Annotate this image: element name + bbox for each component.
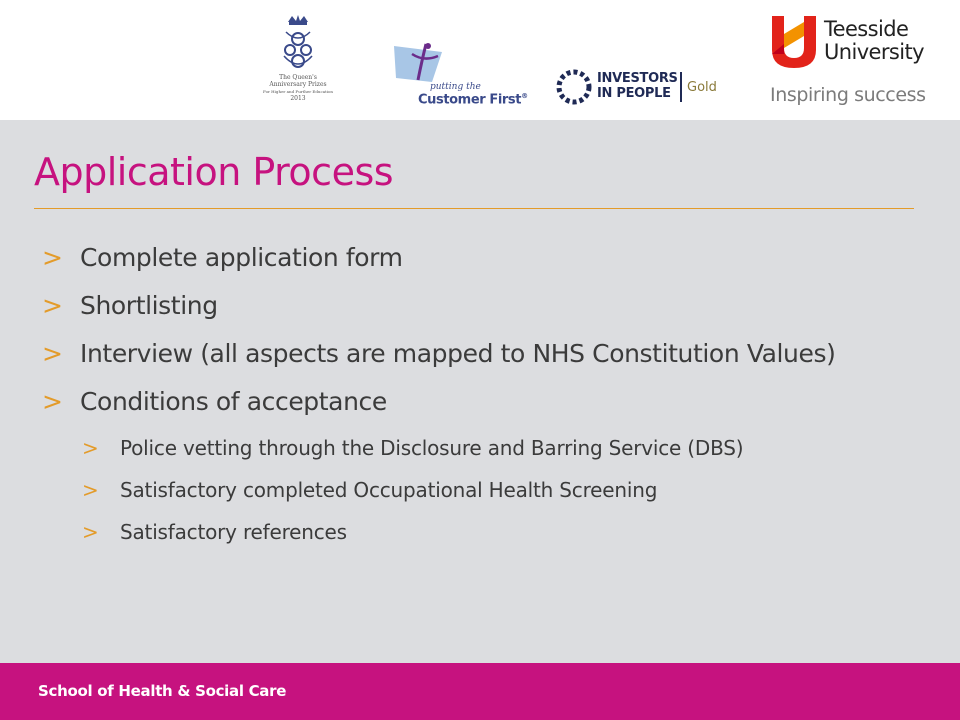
queens-anniversary-prize-logo <box>258 12 338 108</box>
bullet-arrow-icon: > <box>42 387 63 416</box>
teesside-name-line-2: University <box>824 40 924 64</box>
slide-title: Application Process <box>34 150 394 194</box>
investors-line-1: INVESTORS <box>597 71 678 86</box>
investors-level: Gold <box>687 80 717 95</box>
bullet-arrow-icon: > <box>82 478 99 502</box>
investors-line-2: IN PEOPLE <box>597 86 671 101</box>
bullet-text: Police vetting through the Disclosure and Barring Service (DBS) <box>120 436 744 460</box>
laurel-wreath-icon <box>555 68 593 106</box>
bullet-arrow-icon: > <box>42 339 63 368</box>
title-divider <box>34 208 914 209</box>
investors-in-people-logo <box>555 68 740 108</box>
registered-mark: ® <box>521 92 528 100</box>
queens-prize-line: 2013 <box>290 95 306 102</box>
footer-school-name: School of Health & Social Care <box>38 682 287 700</box>
investors-divider <box>680 72 682 102</box>
queens-prize-line: For Higher and Further Education <box>263 89 333 94</box>
crown-emblem-icon <box>258 12 338 74</box>
bullet-text: Satisfactory completed Occupational Health Screening <box>120 478 658 502</box>
footer-bar <box>0 663 960 720</box>
bullet-item <box>42 384 882 420</box>
bullet-item <box>42 336 882 372</box>
bullet-text: Shortlisting <box>80 291 218 320</box>
customer-first-logo <box>392 40 528 110</box>
bullet-list <box>42 240 882 560</box>
bullet-text: Interview (all aspects are mapped to NHS Constitution Values) <box>80 339 836 368</box>
bullet-item <box>42 240 882 276</box>
bullet-item <box>42 288 882 324</box>
teesside-u-icon <box>768 14 820 70</box>
teesside-name-line-1: Teesside <box>824 17 909 41</box>
sub-bullet-item <box>82 476 882 504</box>
teesside-university-logo <box>768 12 938 112</box>
bullet-arrow-icon: > <box>42 291 63 320</box>
teesside-tagline: Inspiring success <box>770 84 926 106</box>
queens-prize-text <box>258 74 338 102</box>
bullet-arrow-icon: > <box>82 520 99 544</box>
queens-prize-line: The Queen's <box>279 74 317 81</box>
bullet-arrow-icon: > <box>82 436 99 460</box>
sub-bullet-item <box>82 434 882 462</box>
bullet-text: Conditions of acceptance <box>80 387 387 416</box>
queens-prize-line: Anniversary Prizes <box>269 81 327 88</box>
customer-first-big-text: Customer First <box>418 92 522 108</box>
customer-first-small-text: putting the <box>430 82 481 92</box>
bullet-text: Complete application form <box>80 243 403 272</box>
customer-first-title <box>418 92 528 107</box>
bullet-arrow-icon: > <box>42 243 63 272</box>
logo-header <box>0 0 960 120</box>
sub-bullet-item <box>82 518 882 546</box>
bullet-text: Satisfactory references <box>120 520 347 544</box>
